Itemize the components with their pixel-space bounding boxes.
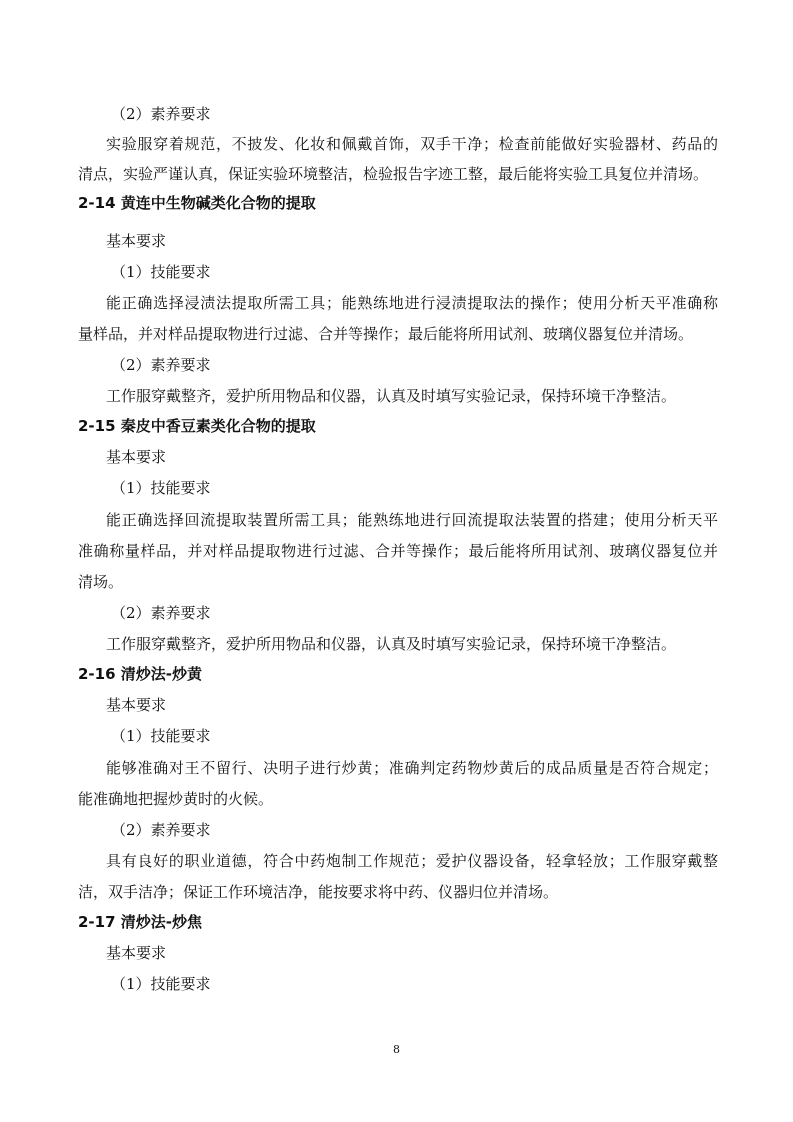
subheading: （2）素养要求 bbox=[111, 821, 211, 839]
paragraph-line: 洁，双手洁净；保证工作环境洁净，能按要求将中药、仪器归位并清场。 bbox=[78, 883, 559, 901]
basic-requirements-label: 基本要求 bbox=[106, 944, 167, 962]
paragraph-line: 具有良好的职业道德，符合中药炮制工作规范；爱护仪器设备，轻拿轻放；工作服穿戴整 bbox=[106, 852, 718, 870]
paragraph-line: 能够准确对王不留行、决明子进行炒黄；准确判定药物炒黄后的成品质量是否符合规定； bbox=[106, 759, 718, 777]
paragraph-line: 工作服穿戴整齐，爱护所用物品和仪器，认真及时填写实验记录，保持环境干净整洁。 bbox=[106, 635, 677, 653]
basic-requirements-label: 基本要求 bbox=[106, 448, 167, 466]
section-heading: 2-15 秦皮中香豆素类化合物的提取 bbox=[78, 417, 316, 435]
subheading: （2）素养要求 bbox=[111, 356, 211, 374]
basic-requirements-label: 基本要求 bbox=[106, 696, 167, 714]
paragraph-line: 清点，实验严谨认真，保证实验环境整洁，检验报告字迹工整，最后能将实验工具复位并清场。 bbox=[78, 165, 709, 183]
paragraph-line: 清场。 bbox=[78, 573, 124, 591]
subheading: （1）技能要求 bbox=[111, 263, 211, 281]
paragraph-line: 能正确选择回流提取装置所需工具；能熟练地进行回流提取法装置的搭建；使用分析天平 bbox=[106, 511, 718, 529]
basic-requirements-label: 基本要求 bbox=[106, 232, 167, 250]
section-heading: 2-16 清炒法-炒黄 bbox=[78, 665, 202, 683]
subheading: （1）技能要求 bbox=[111, 975, 211, 993]
paragraph-line: 能准确地把握炒黄时的火候。 bbox=[78, 790, 274, 808]
section-heading: 2-17 清炒法-炒焦 bbox=[78, 913, 202, 931]
section-heading: 2-14 黄连中生物碱类化合物的提取 bbox=[78, 194, 316, 212]
subheading: （1）技能要求 bbox=[111, 479, 211, 497]
subheading: （2）素养要求 bbox=[111, 105, 211, 123]
paragraph-line: 能正确选择浸渍法提取所需工具；能熟练地进行浸渍提取法的操作；使用分析天平准确称 bbox=[106, 294, 718, 312]
paragraph-line: 实验服穿着规范，不披发、化妆和佩戴首饰，双手干净；检查前能做好实验器材、药品的 bbox=[106, 135, 718, 153]
subheading: （1）技能要求 bbox=[111, 727, 211, 745]
page-number: 8 bbox=[393, 1043, 400, 1056]
subheading: （2）素养要求 bbox=[111, 604, 211, 622]
paragraph-line: 工作服穿戴整齐，爱护所用物品和仪器，认真及时填写实验记录，保持环境干净整洁。 bbox=[106, 387, 677, 405]
paragraph-line: 量样品，并对样品提取物进行过滤、合并等操作；最后能将所用试剂、玻璃仪器复位并清场。 bbox=[78, 325, 694, 343]
paragraph-line: 准确称量样品，并对样品提取物进行过滤、合并等操作；最后能将所用试剂、玻璃仪器复位并 bbox=[78, 542, 718, 560]
